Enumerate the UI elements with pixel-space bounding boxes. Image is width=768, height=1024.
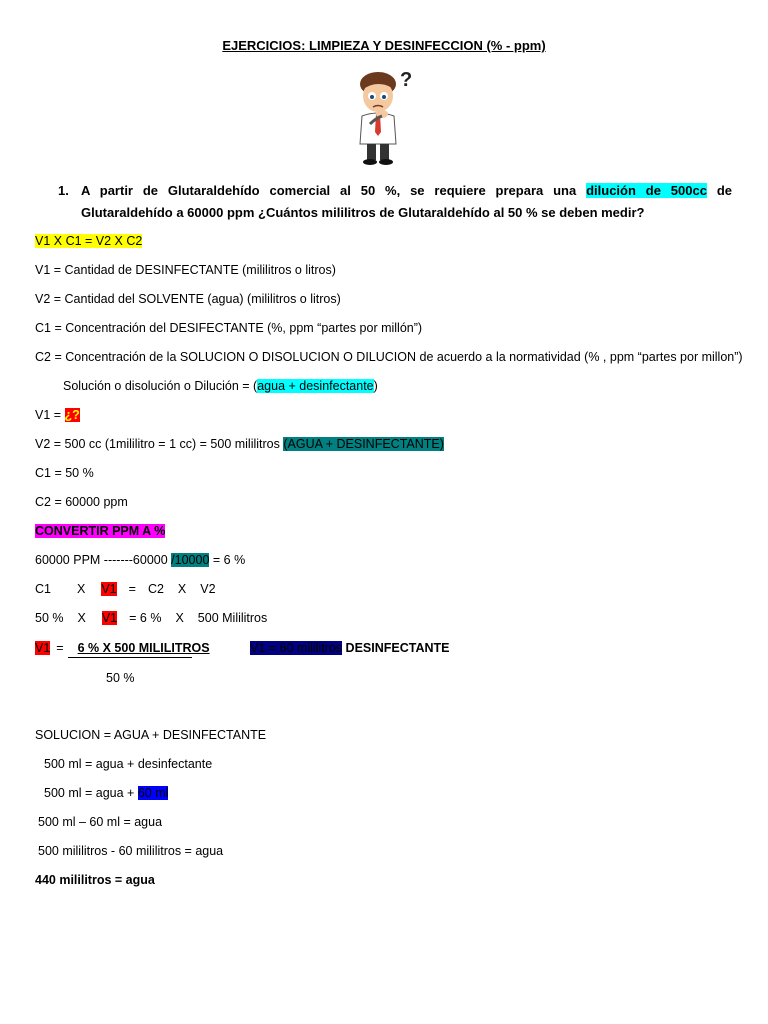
solution-definition: Solución o disolución o Dilución = (agua + desinfectante) [63,379,378,393]
def-v1: V1 = Cantidad de DESINFECTANTE (mililitros o litros) [35,263,336,277]
v1-highlight: V1 [101,611,118,625]
result-highlight: V1 = 60 mililitros [250,641,343,655]
question-1 [58,180,732,224]
convert-line: 60000 PPM -------60000 /10000 = 6 % [35,553,246,567]
solution-line-2: 500 ml = agua + desinfectante [44,757,213,771]
equation-2: 50 % X V1 = 6 % X 500 Mililitros [35,611,268,625]
solution-line-1: SOLUCION = AGUA + DESINFECTANTE [35,728,267,742]
given-c1: C1 = 50 % [35,466,94,480]
solution-line-4: 500 ml – 60 ml = agua [38,815,163,829]
fraction-denominator: 50 % [106,671,135,685]
formula-line [35,233,142,249]
fraction-numerator: 6 % X 500 MILILITROS [77,641,210,655]
def-c2: C2 = Concentración de la SOLUCION O DISOLUCION O DILUCION de acuerdo a la normatividad (% , ppm “partes por millon”) [35,350,743,364]
unknown-highlight: ¿? [64,408,80,422]
given-c2: C2 = 60000 ppm [35,495,128,509]
v1-highlight: V1 [101,582,117,596]
solution-result: 440 mililitros = agua [35,873,155,887]
result-line: V1 = 60 mililitros DESINFECTANTE [250,641,450,655]
highlight-agua-desinfectante: agua + desinfectante [257,379,374,393]
highlight-agua-desinfectante-2: (AGUA + DESINFECTANTE) [283,437,444,451]
question-number: 1. [58,183,69,198]
fraction-bar [68,657,192,658]
page-title: EJERCICIOS: LIMPIEZA Y DESINFECCION (% - ppm) [222,38,546,53]
question-text: A partir de Glutaraldehído comercial al 50 %, se requiere prepara una dilución de 500cc de Glutaraldehído a 60000 ppm ¿Cuántos mililitros de Glutaraldehído al 50 % se deben medir? [81,183,732,220]
sixty-ml-highlight: 60 ml [137,786,169,800]
def-c1: C1 = Concentración del DESIFECTANTE (%, ppm “partes por millón”) [35,321,423,335]
equation-1: C1 X V1 = C2 X V2 [35,582,216,596]
convert-heading: CONVERTIR PPM A % [35,524,166,538]
formula-highlight: V1 X C1 = V2 X C2 [35,234,143,248]
svg-text:?: ? [400,69,413,91]
thinking-person-icon [348,66,420,166]
v1-highlight: V1 [35,641,51,655]
equation-3: V1 = 6 % X 500 MILILITROS [35,641,210,655]
def-v2: V2 = Cantidad del SOLVENTE (agua) (mililitros o litros) [35,292,341,306]
divisor-highlight: /10000 [171,553,210,567]
solution-line-3: 500 ml = agua + 60 ml [44,786,169,800]
highlight-dilution: dilución de 500cc [586,183,707,198]
given-v2: V2 = 500 cc (1mililitro = 1 cc) = 500 mililitros (AGUA + DESINFECTANTE) [35,437,444,451]
solution-line-5: 500 mililitros - 60 mililitros = agua [38,844,224,858]
given-v1: V1 = ¿? [35,408,80,422]
